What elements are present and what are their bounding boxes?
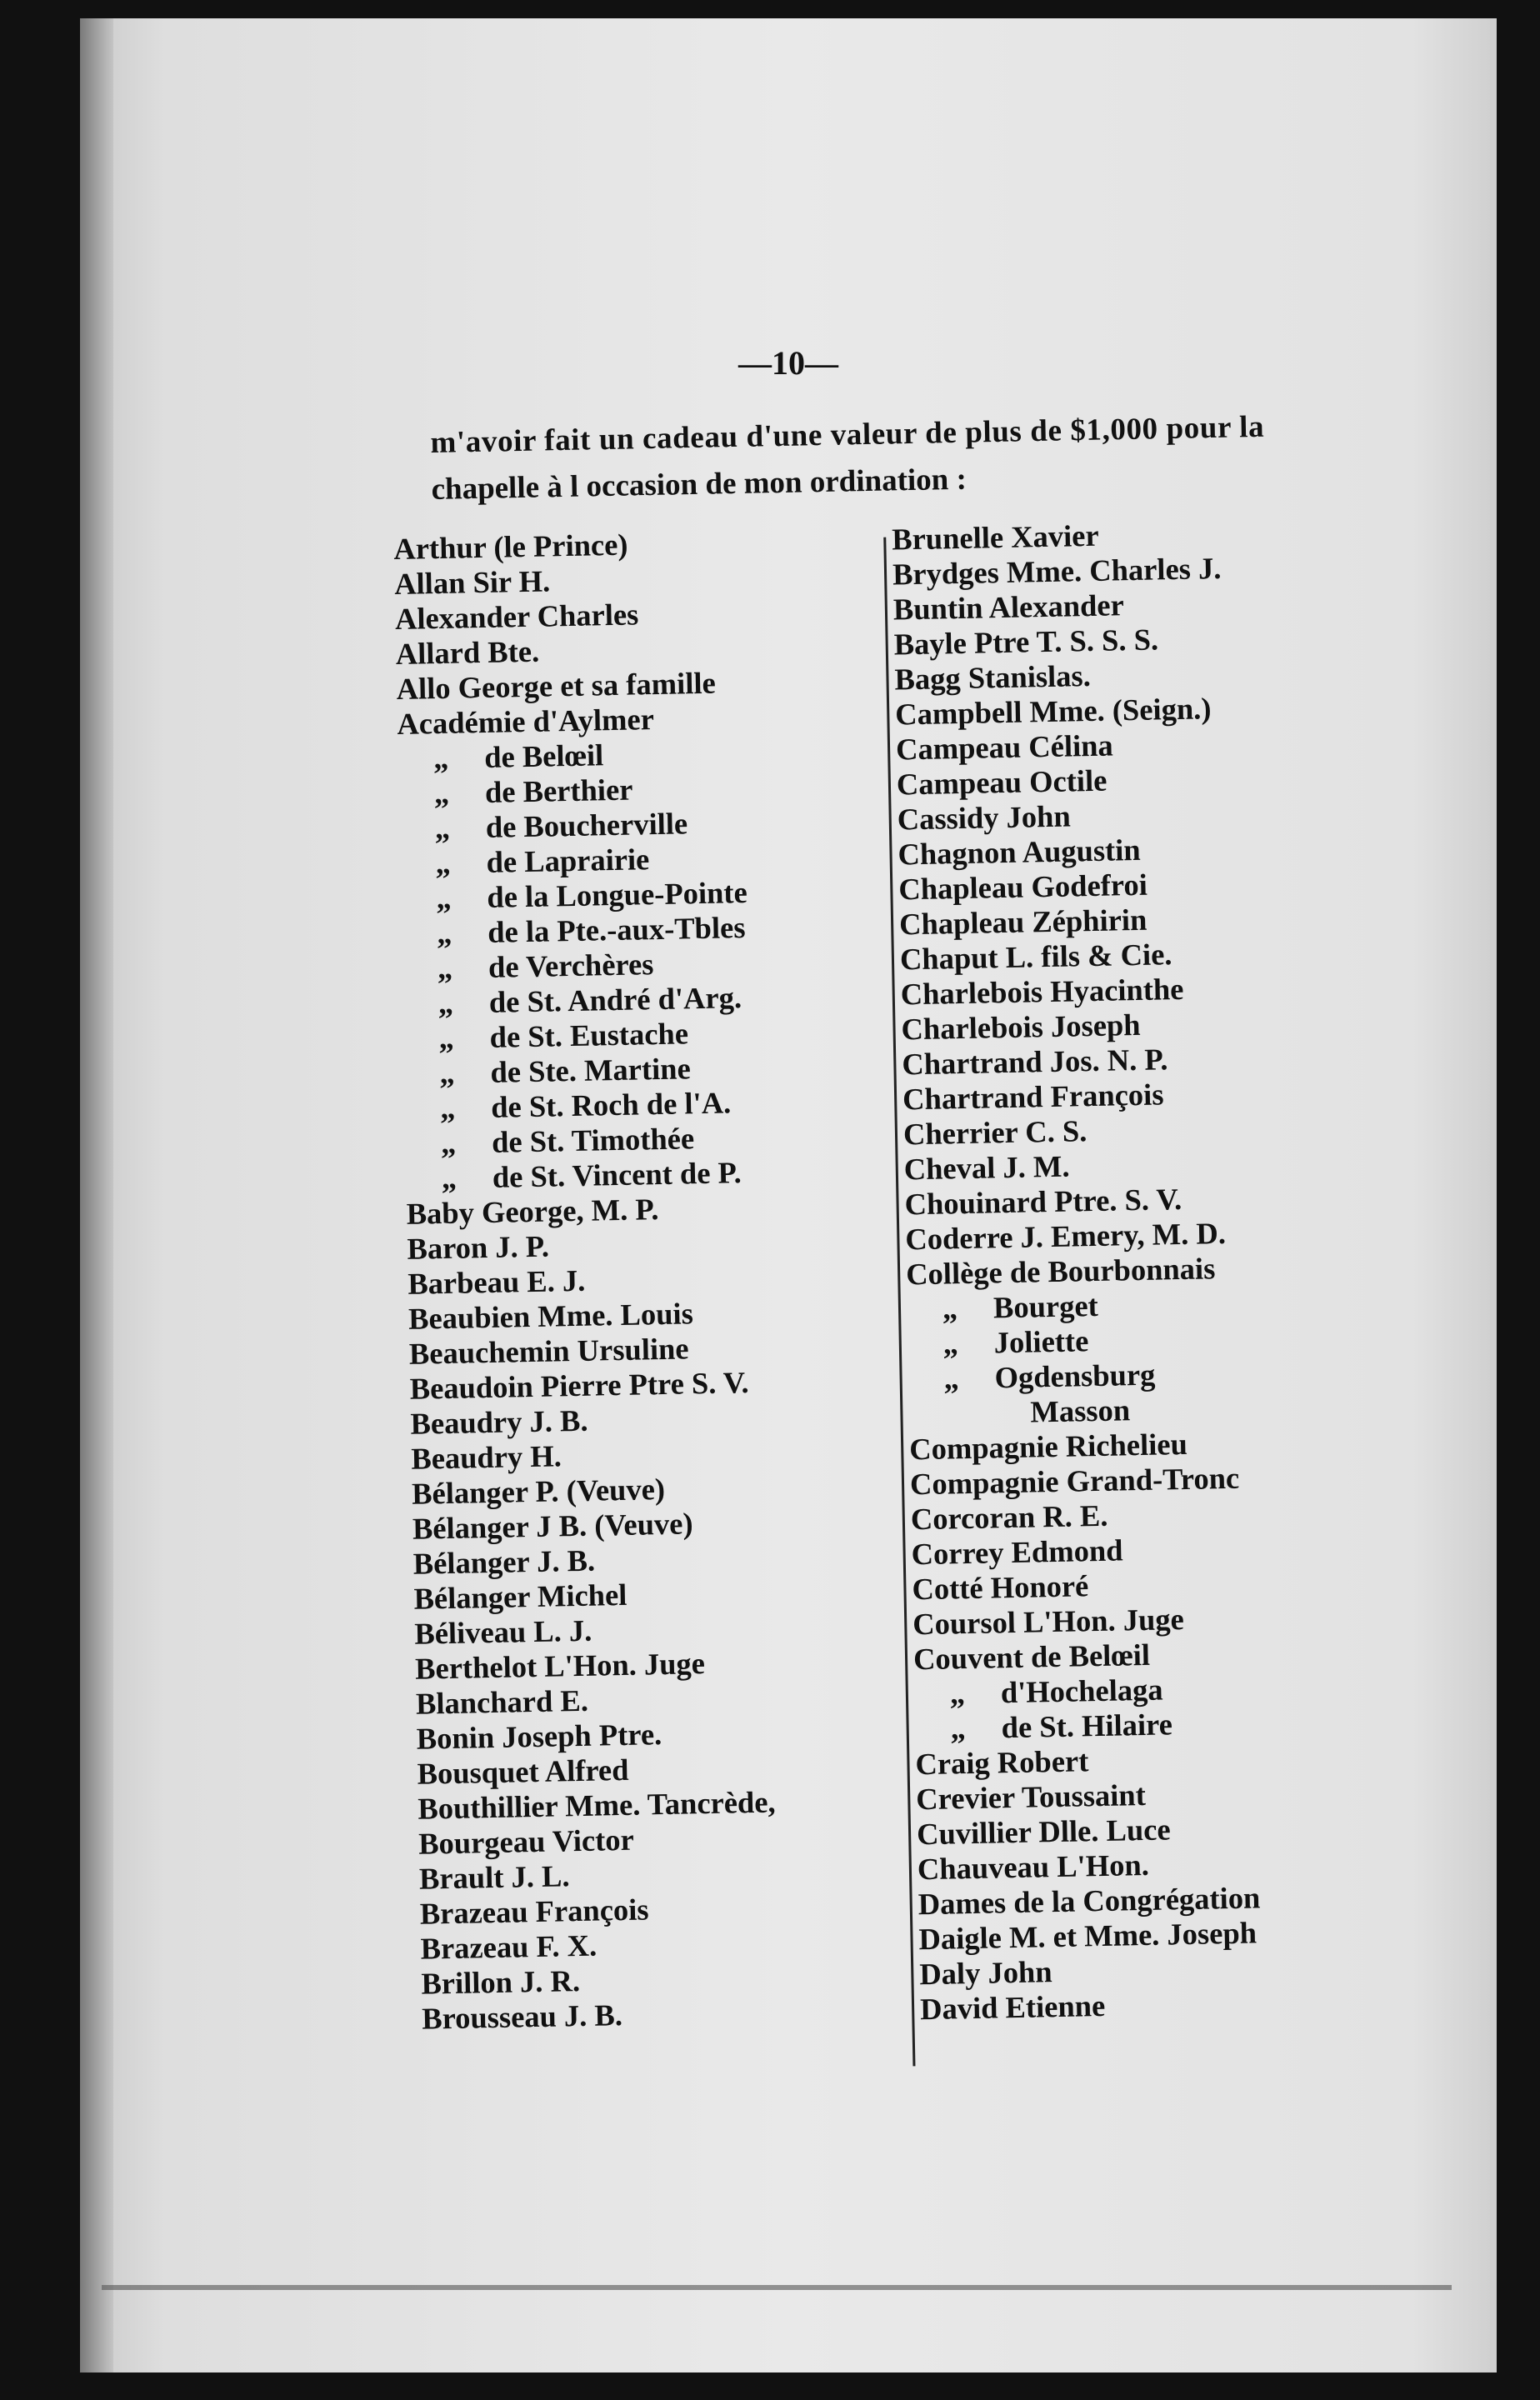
donor-name: Barbeau E. J. <box>407 1262 586 1301</box>
ditto-mark: „ <box>440 1125 457 1161</box>
donor-name: Buntin Alexander <box>892 588 1125 627</box>
donor-name: Daly John <box>918 1954 1052 1992</box>
donor-name: Brillon J. R. <box>421 1963 581 2001</box>
donor-name: Corcoran R. E. <box>910 1498 1108 1537</box>
donor-name: Chapleau Zéphirin <box>898 902 1148 942</box>
donor-name: de St. André d'Arg. <box>488 980 742 1019</box>
donor-name: Bélanger J. B. <box>412 1542 596 1581</box>
ditto-mark: „ <box>433 775 450 811</box>
donor-name: Bélanger J B. (Veuve) <box>412 1506 693 1546</box>
donor-name: Beaubien Mme. Louis <box>408 1296 694 1336</box>
donor-name: Bouthillier Mme. Tancrède, <box>418 1784 776 1826</box>
donor-name: Brousseau J. B. <box>421 1998 623 2036</box>
ditto-mark: „ <box>439 1090 456 1126</box>
donor-name: Allard Bte. <box>395 633 540 671</box>
donor-name: Coursol L'Hon. Juge <box>912 1602 1185 1642</box>
ditto-mark: „ <box>438 1020 455 1056</box>
donor-name: Dames de la Congrégation <box>918 1880 1261 1922</box>
donor-name: Coderre J. Emery, M. D. <box>905 1215 1227 1257</box>
donor-name: Collège de Bourbonnais <box>905 1251 1216 1292</box>
donor-name: Cassidy John <box>897 798 1072 837</box>
intro-line: chapelle à l occasion de mon ordination : <box>431 462 968 507</box>
donor-name: Chagnon Augustin <box>898 832 1142 872</box>
ditto-mark: „ <box>942 1291 958 1326</box>
donor-name: Brault J. L. <box>418 1858 570 1896</box>
donor-name: Brydges Mme. Charles J. <box>892 550 1222 592</box>
donor-name: Bousquet Alfred <box>417 1752 629 1791</box>
ditto-mark: „ <box>942 1326 959 1361</box>
ditto-mark: „ <box>950 1711 967 1746</box>
ditto-mark: „ <box>435 880 452 916</box>
donor-name: Couvent de Belœil <box>912 1637 1151 1677</box>
donor-name: Daigle M. et Mme. Joseph <box>918 1915 1258 1957</box>
donor-name: de Berthier <box>484 772 633 809</box>
donor-name: Béliveau L. J. <box>413 1612 592 1651</box>
donor-name: de St. Timothée <box>491 1121 695 1159</box>
donor-name: Cheval J. M. <box>903 1148 1070 1187</box>
donor-name: Crevier Toussaint <box>915 1777 1147 1817</box>
donor-name: Craig Robert <box>915 1743 1089 1782</box>
ditto-mark: „ <box>438 1055 455 1091</box>
donor-name: Cuvillier Dlle. Luce <box>916 1812 1171 1852</box>
donor-name: Allo George et sa famille <box>396 665 717 706</box>
donor-name: Baby George, M. P. <box>406 1192 659 1231</box>
donor-name: de la Longue-Pointe <box>487 874 748 914</box>
donor-name: Brunelle Xavier <box>891 518 1099 557</box>
donor-name: Bayle Ptre T. S. S. S. <box>893 622 1159 662</box>
donor-name: Bélanger Michel <box>413 1577 628 1616</box>
donor-list <box>393 511 1497 2065</box>
donor-name: Bourget <box>992 1288 1099 1325</box>
donor-name: Beauchemin Ursuline <box>408 1331 689 1371</box>
intro-paragraph <box>430 400 1473 513</box>
donor-name: Chouinard Ptre. S. V. <box>904 1181 1182 1222</box>
ditto-mark: „ <box>438 985 454 1021</box>
donor-name: David Etienne <box>919 1988 1106 2027</box>
donor-name: Campeau Célina <box>895 728 1114 767</box>
donor-name: de Belœil <box>483 738 604 774</box>
donor-name: de Boucherville <box>485 806 688 844</box>
donor-name: Alexander Charles <box>394 597 639 636</box>
donor-name: Charlebois Hyacinthe <box>900 971 1184 1012</box>
donor-name: Beaudoin Pierre Ptre S. V. <box>409 1365 749 1406</box>
donor-column-left <box>393 522 922 2036</box>
donor-name: de la Pte.-aux-Tbles <box>487 909 746 949</box>
donor-name: Allan Sir H. <box>393 563 551 601</box>
donor-name: Bonin Joseph Ptre. <box>416 1717 662 1756</box>
donor-name: Campbell Mme. (Seign.) <box>894 691 1212 732</box>
donor-name: de Verchères <box>488 947 654 984</box>
donor-name: Masson <box>1030 1392 1131 1429</box>
donor-name: de St. Eustache <box>489 1016 689 1054</box>
donor-name: Baron J. P. <box>407 1228 550 1266</box>
donor-name: Arthur (le Prince) <box>393 527 628 566</box>
ditto-mark: „ <box>434 810 451 846</box>
ditto-mark: „ <box>943 1361 960 1396</box>
donor-name: de St. Vincent de P. <box>492 1155 742 1194</box>
donor-name: Chapleau Godefroi <box>898 867 1148 907</box>
donor-name: Chartrand Jos. N. P. <box>901 1042 1168 1082</box>
page-number: —10— <box>738 344 838 382</box>
ditto-mark: „ <box>436 915 452 951</box>
donor-name: de Laprairie <box>486 842 650 879</box>
donor-name: Joliette <box>993 1323 1089 1360</box>
ditto-mark: „ <box>441 1160 458 1196</box>
donor-name: Académie d'Aylmer <box>397 702 655 741</box>
donor-name: Compagnie Grand-Tronc <box>909 1460 1240 1502</box>
donor-name: Beaudry J. B. <box>410 1402 588 1441</box>
donor-name: Charlebois Joseph <box>901 1007 1141 1047</box>
donor-name: d'Hochelaga <box>1000 1672 1163 1710</box>
donor-name: Campeau Octile <box>896 762 1108 802</box>
donor-name: Chaput L. fils & Cie. <box>899 937 1172 977</box>
donor-name: de Ste. Martine <box>490 1051 692 1089</box>
ditto-mark: „ <box>432 740 449 776</box>
donor-name: de St. Hilaire <box>1001 1707 1173 1745</box>
book-page <box>80 18 1497 2372</box>
page-bottom-rule <box>102 2285 1452 2290</box>
donor-name: Cherrier C. S. <box>902 1113 1088 1152</box>
donor-name: Bourgeau Victor <box>418 1822 635 1861</box>
donor-name: Brazeau François <box>419 1892 649 1931</box>
donor-name: Chartrand François <box>902 1077 1164 1117</box>
donor-name: Bagg Stanislas. <box>894 658 1092 697</box>
donor-name: Compagnie Richelieu <box>908 1426 1188 1467</box>
ditto-mark: „ <box>949 1676 966 1711</box>
donor-name: Blanchard E. <box>415 1682 589 1721</box>
ditto-mark: „ <box>435 845 452 881</box>
donor-name: Ogdensburg <box>994 1357 1156 1395</box>
donor-name: Brazeau F. X. <box>420 1928 598 1966</box>
donor-column-right <box>892 511 1488 2027</box>
donor-name: Beaudry H. <box>410 1438 562 1476</box>
donor-name: Cotté Honoré <box>912 1568 1089 1607</box>
donor-name: Berthelot L'Hon. Juge <box>414 1646 706 1686</box>
donor-name: Bélanger P. (Veuve) <box>411 1471 666 1511</box>
donor-name: Chauveau L'Hon. <box>917 1847 1150 1887</box>
donor-name: de St. Roch de l'A. <box>490 1085 732 1124</box>
donor-name: Correy Edmond <box>911 1532 1123 1572</box>
intro-line: m'avoir fait un cadeau d'une valeur de plus de $1,000 pour la <box>430 409 1265 460</box>
ditto-mark: „ <box>437 950 453 986</box>
